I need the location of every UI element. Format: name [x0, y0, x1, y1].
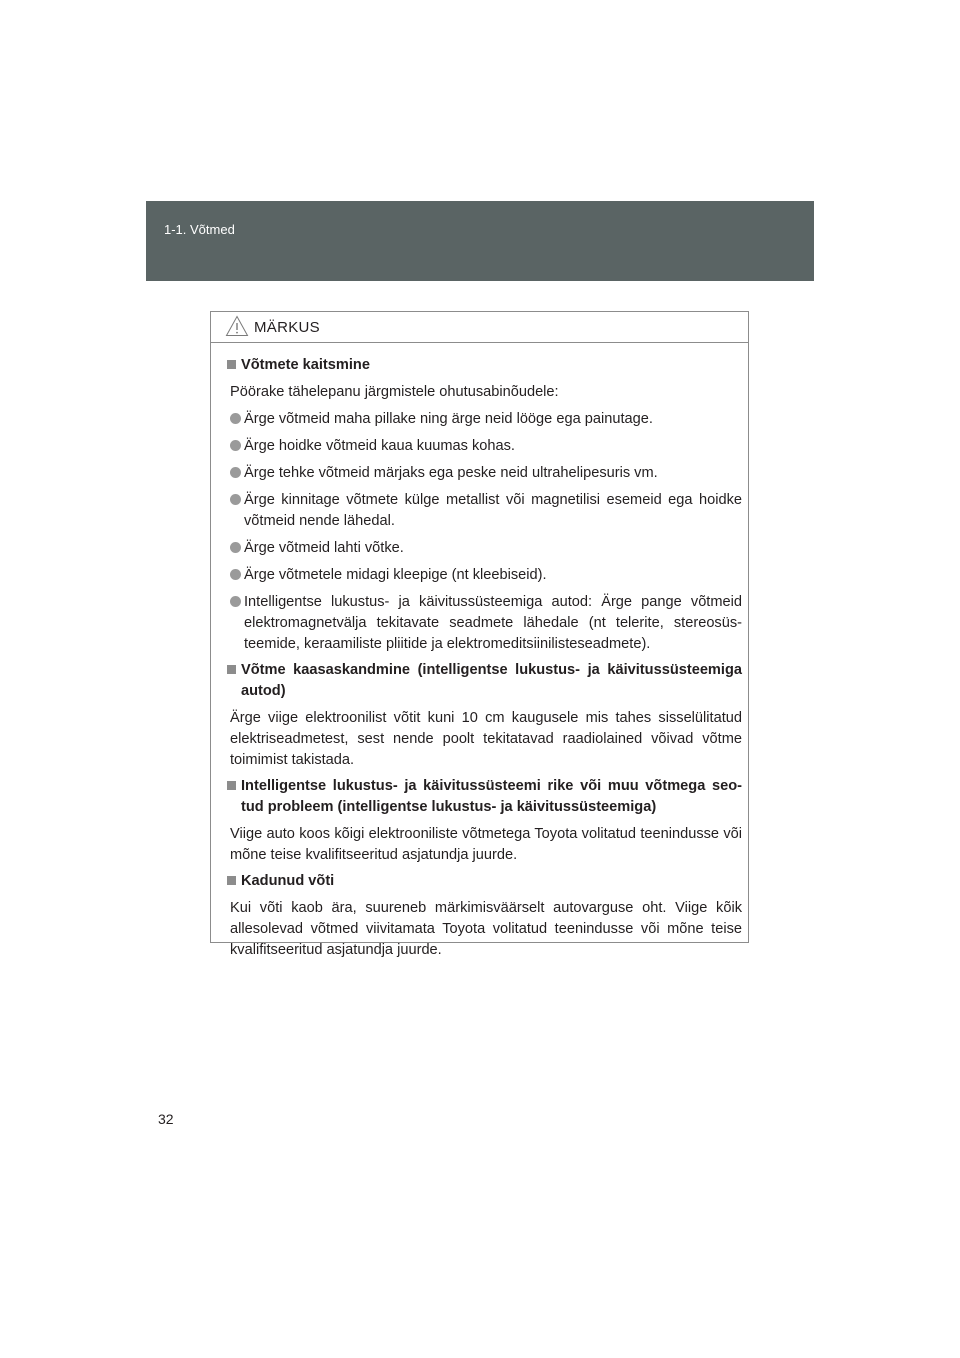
round-bullet-icon	[230, 569, 241, 580]
section-text: Kui võti kaob ära, suureneb märkimisväärselt autovarguse oht. Viige kõik allesolevad võtmed viivitamata Toyota volitatud teenindusse või mõne teise kvalifitseeritud asjatundja juurde.	[230, 900, 742, 958]
list-item: Ärge võtmetele midagi kleepige (nt kleebiseid).	[230, 565, 742, 586]
list-item: Ärge kinnitage võtmete külge metallist või magnetilisi esemeid ega hoidke võtmeid nende lähedal.	[230, 490, 742, 532]
notice-title: MÄRKUS	[254, 319, 320, 336]
notice-header	[211, 312, 748, 343]
square-bullet-icon	[227, 665, 236, 674]
section-heading: Võtmete kaitsmine	[227, 355, 742, 376]
list-item: Ärge hoidke võtmeid kaua kuumas kohas.	[230, 436, 742, 457]
round-bullet-icon	[230, 440, 241, 451]
round-bullet-icon	[230, 596, 241, 607]
square-bullet-icon	[227, 781, 236, 790]
notice-box	[210, 311, 749, 958]
section-text: Viige auto koos kõigi elektrooniliste võtmetega Toyota volitatud teenindusse või mõne teise kvalifitseeritud asjatundja juurde.	[230, 826, 742, 863]
warning-triangle-icon	[225, 315, 249, 337]
section-heading: Kadunud võti	[227, 871, 742, 892]
square-bullet-icon	[227, 360, 236, 369]
list-item: Intelligentse lukustus- ja käivitussüsteemiga autod: Ärge pange võtmeid elektromagnetvälja tekitavate seadmete lähedale (nt telerite, stereosüs-teemide, keraamiliste pliitide ja elektromeditsiinilisteseadmete).	[230, 592, 742, 655]
list-item: Ärge võtmeid lahti võtke.	[230, 538, 742, 559]
page-number: 32	[158, 1111, 174, 1127]
round-bullet-icon	[230, 467, 241, 478]
notice-content	[211, 355, 748, 961]
list-item: Ärge võtmeid maha pillake ning ärge neid lööge ega painutage.	[230, 409, 742, 430]
round-bullet-icon	[230, 542, 241, 553]
section-title: 1-1. Võtmed	[164, 222, 235, 237]
section-heading: Võtme kaasaskandmine (intelligentse lukustus- ja käivitussüsteemiga autod)	[227, 660, 742, 702]
round-bullet-icon	[230, 413, 241, 424]
list-item: Ärge tehke võtmeid märjaks ega peske neid ultrahelipesuris vm.	[230, 463, 742, 484]
round-bullet-icon	[230, 494, 241, 505]
square-bullet-icon	[227, 876, 236, 885]
section-header-bar	[146, 201, 814, 281]
section-text: Ärge viige elektroonilist võtit kuni 10 cm kaugusele mis tahes sisselülitatud elektriseadmetest, sest nende poolt tekitatavad raadiolained võivad võtme toimimist takistada.	[230, 710, 742, 768]
section-heading: Intelligentse lukustus- ja käivitussüsteemi rike või muu võtmega seo-tud probleem (intelligentse lukustus- ja käivitussüsteemiga)	[227, 776, 742, 818]
section-intro: Pöörake tähelepanu järgmistele ohutusabinõudele:	[230, 384, 559, 400]
